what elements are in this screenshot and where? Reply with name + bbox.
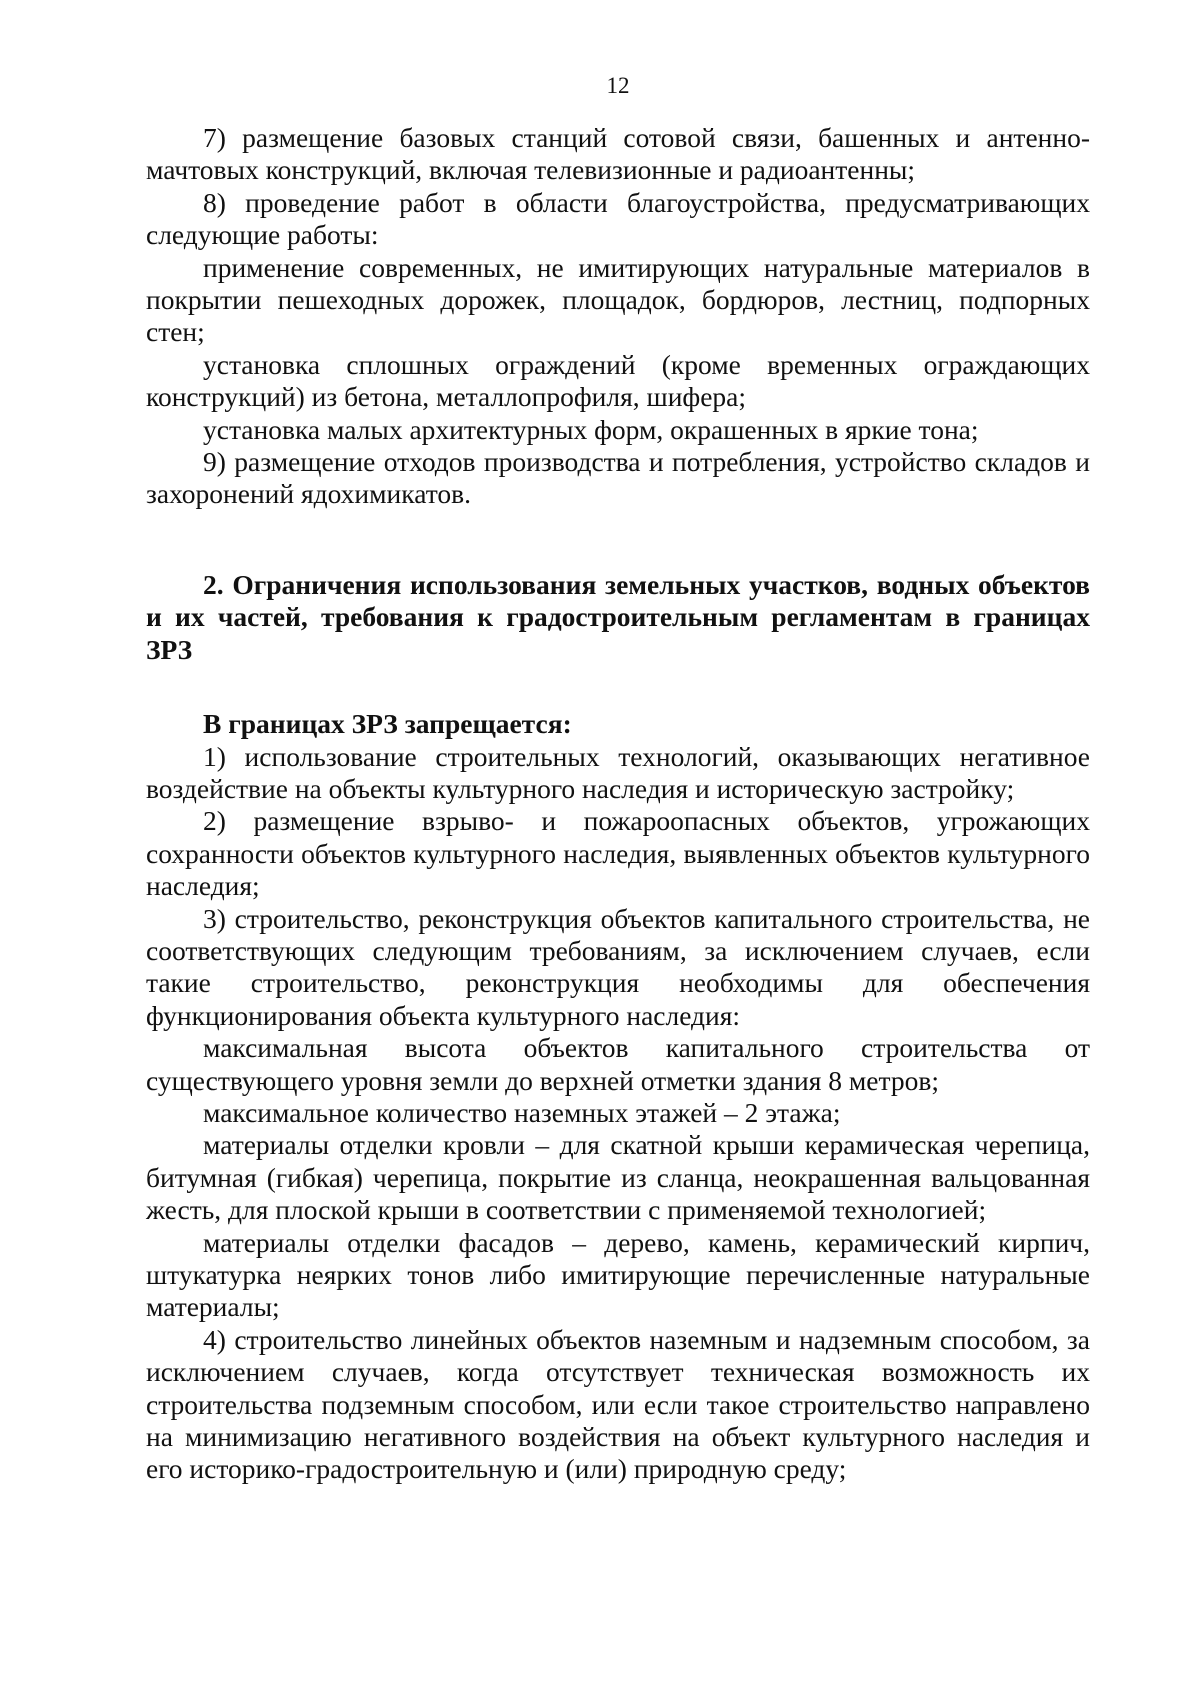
section-2-paragraph-3-floors: максимальное количество наземных этажей – 2 этажа; xyxy=(203,1096,841,1128)
paragraph-9: 9) размещение отходов производства и потребления, устройство складов и захоронений ядохимикатов. xyxy=(146,446,1090,510)
paragraph-8: 8) проведение работ в области благоустройства, предусматривающих следующие работы: xyxy=(146,186,1090,251)
section-2-paragraph-4: 4) строительство линейных объектов наземным и надземным способом, за исключением случаев, когда отсутствует техническая возможность их строительства подземным способом, или если такое строительство направлено на минимизацию негативного воздействия на объект культурного наследия и его историко-градостроительную и (или) природную среду; xyxy=(146,1323,1090,1485)
section-2-subheading: В границах ЗРЗ запрещается: xyxy=(203,708,572,740)
section-2-paragraph-3-height: максимальная высота объектов капитального строительства от существующего уровня земли до верхней отметки здания 8 метров; xyxy=(146,1032,1090,1096)
paragraph-7: 7) размещение базовых станций сотовой связи, башенных и антенно-мачтовых конструкций, включая телевизионные и радиоантенны; xyxy=(146,122,1090,186)
section-2-paragraph-1: 1) использование строительных технологий, оказывающих негативное воздействие на объекты культурного наследия и историческую застройку; xyxy=(146,740,1090,804)
section-2-heading: 2. Ограничения использования земельных участков, водных объектов и их частей, требования к градостроительным регламентам в границах ЗРЗ xyxy=(146,568,1090,665)
section-2-paragraph-2: 2) размещение взрыво- и пожароопасных объектов, угрожающих сохранности объектов культурного наследия, выявленных объектов культурного наследия; xyxy=(146,805,1090,902)
paragraph-8-item-3: установка малых архитектурных форм, окрашенных в яркие тона; xyxy=(203,413,979,445)
heading-spacer xyxy=(146,666,1090,708)
document-body xyxy=(146,122,1090,1486)
section-2-paragraph-3-facade: материалы отделки фасадов – дерево, камень, керамический кирпич, штукатурка неярких тонов либо имитирующие перечисленные натуральные материалы; xyxy=(146,1226,1090,1323)
paragraph-8-item-2: установка сплошных ограждений (кроме временных ограждающих конструкций) из бетона, металлопрофиля, шифера; xyxy=(146,348,1090,413)
paragraph-8-item-1: применение современных, не имитирующих натуральные материалов в покрытии пешеходных дорожек, площадок, бордюров, лестниц, подпорных стен; xyxy=(146,251,1090,348)
page-number: 12 xyxy=(606,73,630,98)
section-2-paragraph-3: 3) строительство, реконструкция объектов капитального строительства, не соответствующих следующим требованиям, за исключением случаев, если такие строительство, реконструкция необходимы для обеспечения функционирования объекта культурного наследия: xyxy=(146,902,1090,1031)
section-2-paragraph-3-roof: материалы отделки кровли – для скатной крыши керамическая черепица, битумная (гибкая) черепица, покрытие из сланца, неокрашенная вальцованная жесть, для плоской крыши в соответствии с применяемой технологией; xyxy=(146,1129,1090,1226)
section-spacer xyxy=(146,511,1090,569)
